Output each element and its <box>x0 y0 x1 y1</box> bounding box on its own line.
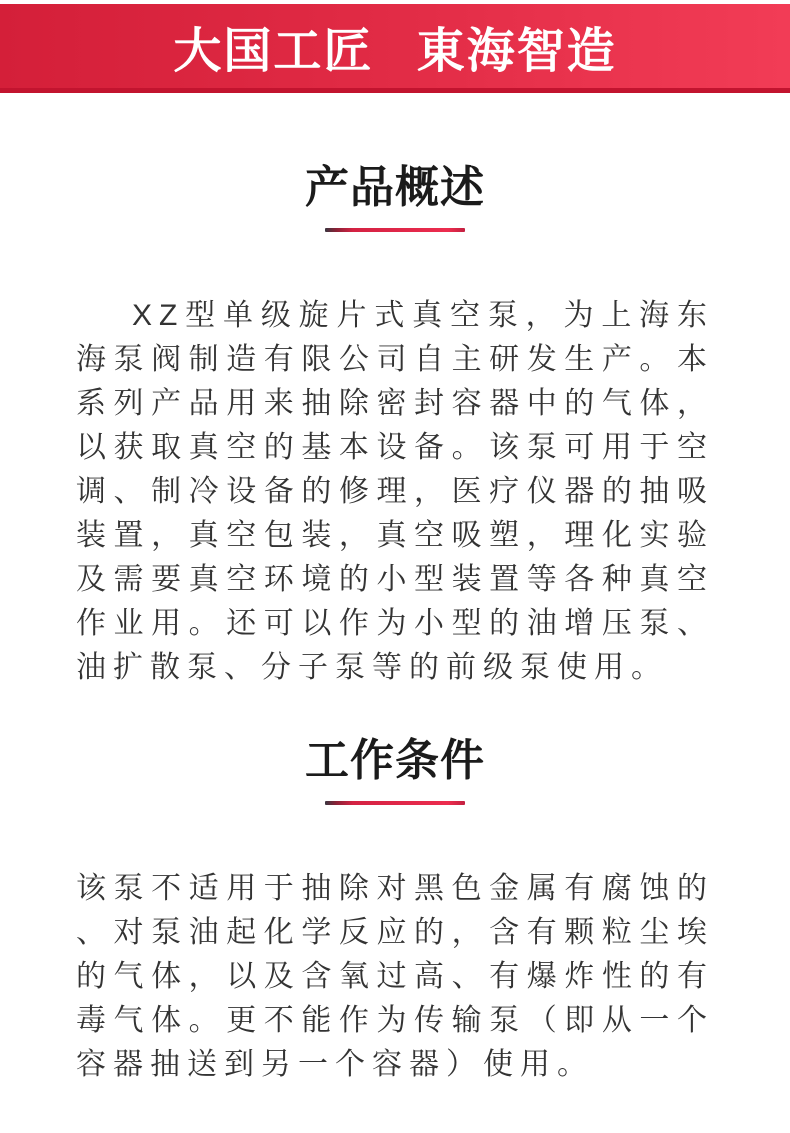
brand-banner <box>0 4 790 93</box>
section-heading-working-conditions: 工作条件 <box>305 736 485 785</box>
section-product-overview <box>0 163 790 690</box>
section-paragraph-product-overview: XZ型单级旋片式真空泵，为上海东海泵阀制造有限公司自主研发生产。本系列产品用来抽除密封容器中的气体，以获取真空的基本设备。该泵可用于空调、制冷设备的修理，医疗仪器的抽吸装置，真空包装，真空吸塑，理化实验及需要真空环境的小型装置等各种真空作业用。还可以作为小型的油增压泵、油扩散泵、分子泵等的前级泵使用。 <box>76 299 714 684</box>
brand-banner-title: 大国工匠 東海智造 <box>173 24 617 78</box>
content-area <box>0 93 790 1087</box>
product-description-page <box>0 4 790 1133</box>
section-paragraph-working-conditions: 该泵不适用于抽除对黑色金属有腐蚀的、对泵油起化学反应的，含有颗粒尘埃的气体，以及含氧过高、有爆炸性的有毒气体。更不能作为传输泵（即从一个容器抽送到另一个容器）使用。 <box>76 872 714 1081</box>
heading-underline <box>325 801 465 805</box>
heading-underline <box>325 228 465 232</box>
section-working-conditions <box>0 736 790 1087</box>
section-heading-product-overview: 产品概述 <box>305 163 485 212</box>
